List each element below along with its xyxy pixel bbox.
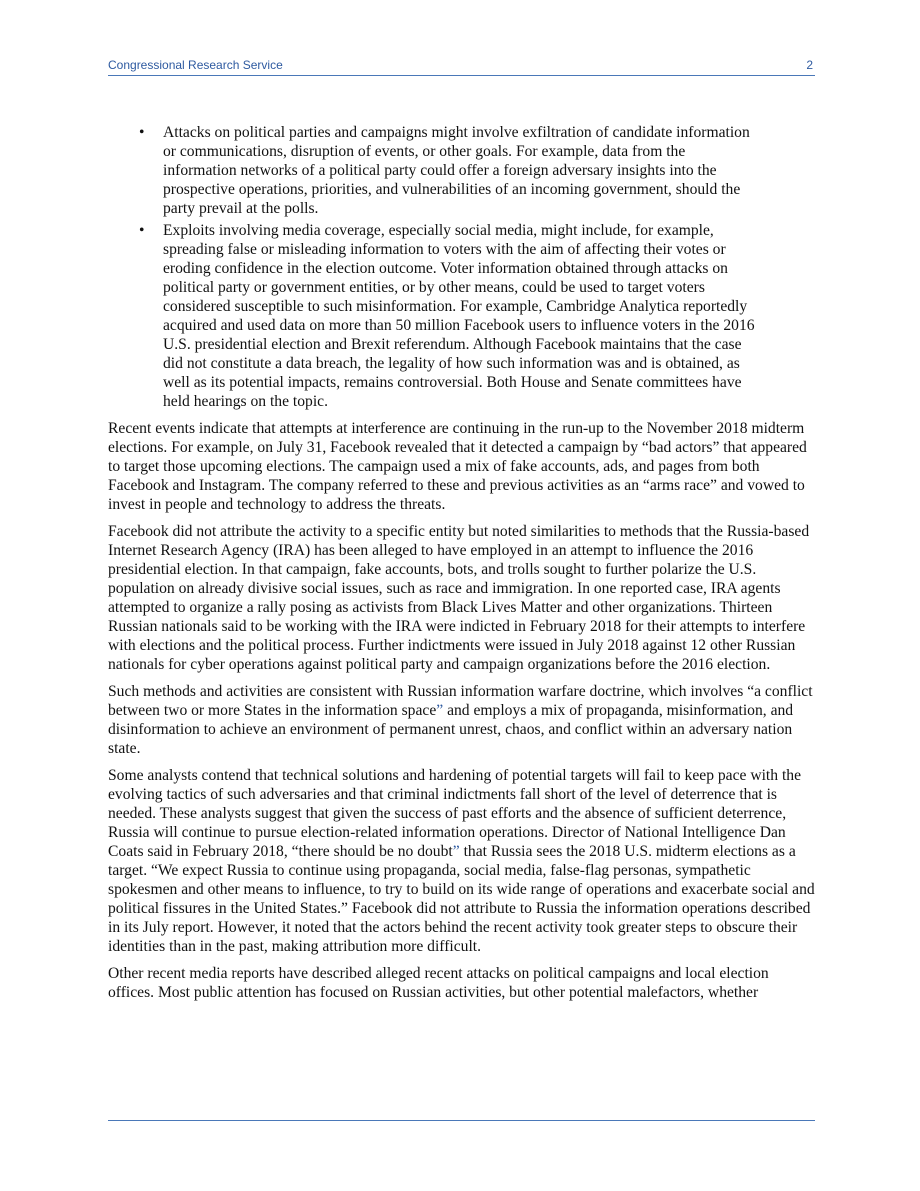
document-body <box>108 123 815 1010</box>
page-header <box>108 58 815 76</box>
paragraph-analysts <box>108 766 815 956</box>
bullet-text: Exploits involving media coverage, especially social media, might include, for example, spreading false or misleading information to voters with the aim of affecting their votes or eroding confidence in the election outcome. Voter information obtained through attacks on political party or government entities, or by other means, could be used to target voters considered susceptible to such misinformation. For example, Cambridge Analytica reportedly acquired and used data on more than 50 million Facebook users to influence voters in the 2016 U.S. presidential election and Brexit referendum. Although Facebook maintains that the case did not constitute a data breach, the legality of how such information was and is obtained, as well as its potential impacts, remains controversial. Both House and Senate committees have held hearings on the topic. <box>163 222 755 410</box>
bullet-item <box>139 221 761 411</box>
footer-rule <box>108 1120 815 1121</box>
paragraph-text: Some analysts contend that technical solutions and hardening of potential targets will fail to keep pace with the evolving tactics of such adversaries and that criminal indictments fall short of the level of deterrence that is needed. These analysts suggest that given the success of past efforts and the absence of sufficient deterrence, Russia will continue to pursue election-related information operations. Director of National Intelligence Dan Coats said in February 2018, “there should be no doubt <box>108 767 802 860</box>
paragraph-doctrine <box>108 682 815 758</box>
page-number: 2 <box>806 58 813 72</box>
bullet-item <box>139 123 761 218</box>
bullet-text: Attacks on political parties and campaigns might involve exfiltration of candidate information or communications, disruption of events, or other goals. For example, data from the information networks of a political party could offer a foreign adversary insights into the prospective operations, priorities, and vulnerabilities of an incoming government, should the party prevail at the polls. <box>163 124 750 217</box>
paragraph-media-reports: Other recent media reports have described alleged recent attacks on political campaigns and local election offices. Most public attention has focused on Russian activities, but other potential malefactors, whether <box>108 965 769 1001</box>
paragraph-facebook-campaign: Recent events indicate that attempts at interference are continuing in the run-up to the November 2018 midterm elections. For example, on July 31, Facebook revealed that it detected a campaign by “bad actors” that appeared to target those upcoming elections. The campaign used a mix of fake accounts, ads, and pages from both Facebook and Instagram. The company referred to these and previous activities as an “arms race” and vowed to invest in people and technology to address the threats. <box>108 420 807 513</box>
bullet-icon: • <box>139 124 145 141</box>
paragraph-text: Such methods and activities are consistent with Russian information warfare doctrine, which involves “a conflict between two or more States in the information space <box>108 683 813 719</box>
header-organization: Congressional Research Service <box>108 58 283 72</box>
quote-mark: ” <box>436 702 444 719</box>
paragraph-ira: Facebook did not attribute the activity to a specific entity but noted similarities to methods that the Russia-based Internet Research Agency (IRA) has been alleged to have employed in an attempt to influence the 2016 presidential election. In that campaign, fake accounts, bots, and trolls sought to further polarize the U.S. population on already divisive social issues, such as race and immigration. In one reported case, IRA agents attempted to organize a rally posing as activists from Black Lives Matter and other organizations. Thirteen Russian nationals said to be working with the IRA were indicted in February 2018 for their attempts to interfere with elections and the political process. Further indictments were issued in July 2018 against 12 other Russian nationals for cyber operations against political party and campaign organizations before the 2016 election. <box>108 523 810 673</box>
paragraph-text: and employs a mix of propaganda, misinformation, and disinformation to achieve an environment of permanent unrest, chaos, and conflict within an adversary nation state. <box>108 702 794 757</box>
bullet-list <box>108 123 815 411</box>
bullet-icon: • <box>139 222 145 239</box>
quote-mark: ” <box>452 843 460 860</box>
paragraph-text: that Russia sees the 2018 U.S. midterm elections as a target. “We expect Russia to continue using propaganda, social media, false-flag personas, sympathetic spokesmen and other means to influence, to try to build on its wide range of operations and exacerbate social and political fissures in the United States.” Facebook did not attribute to Russia the information operations described in its July report. However, it noted that the actors behind the recent activity took greater steps to obscure their identities than in the past, making attribution more difficult. <box>108 843 815 955</box>
